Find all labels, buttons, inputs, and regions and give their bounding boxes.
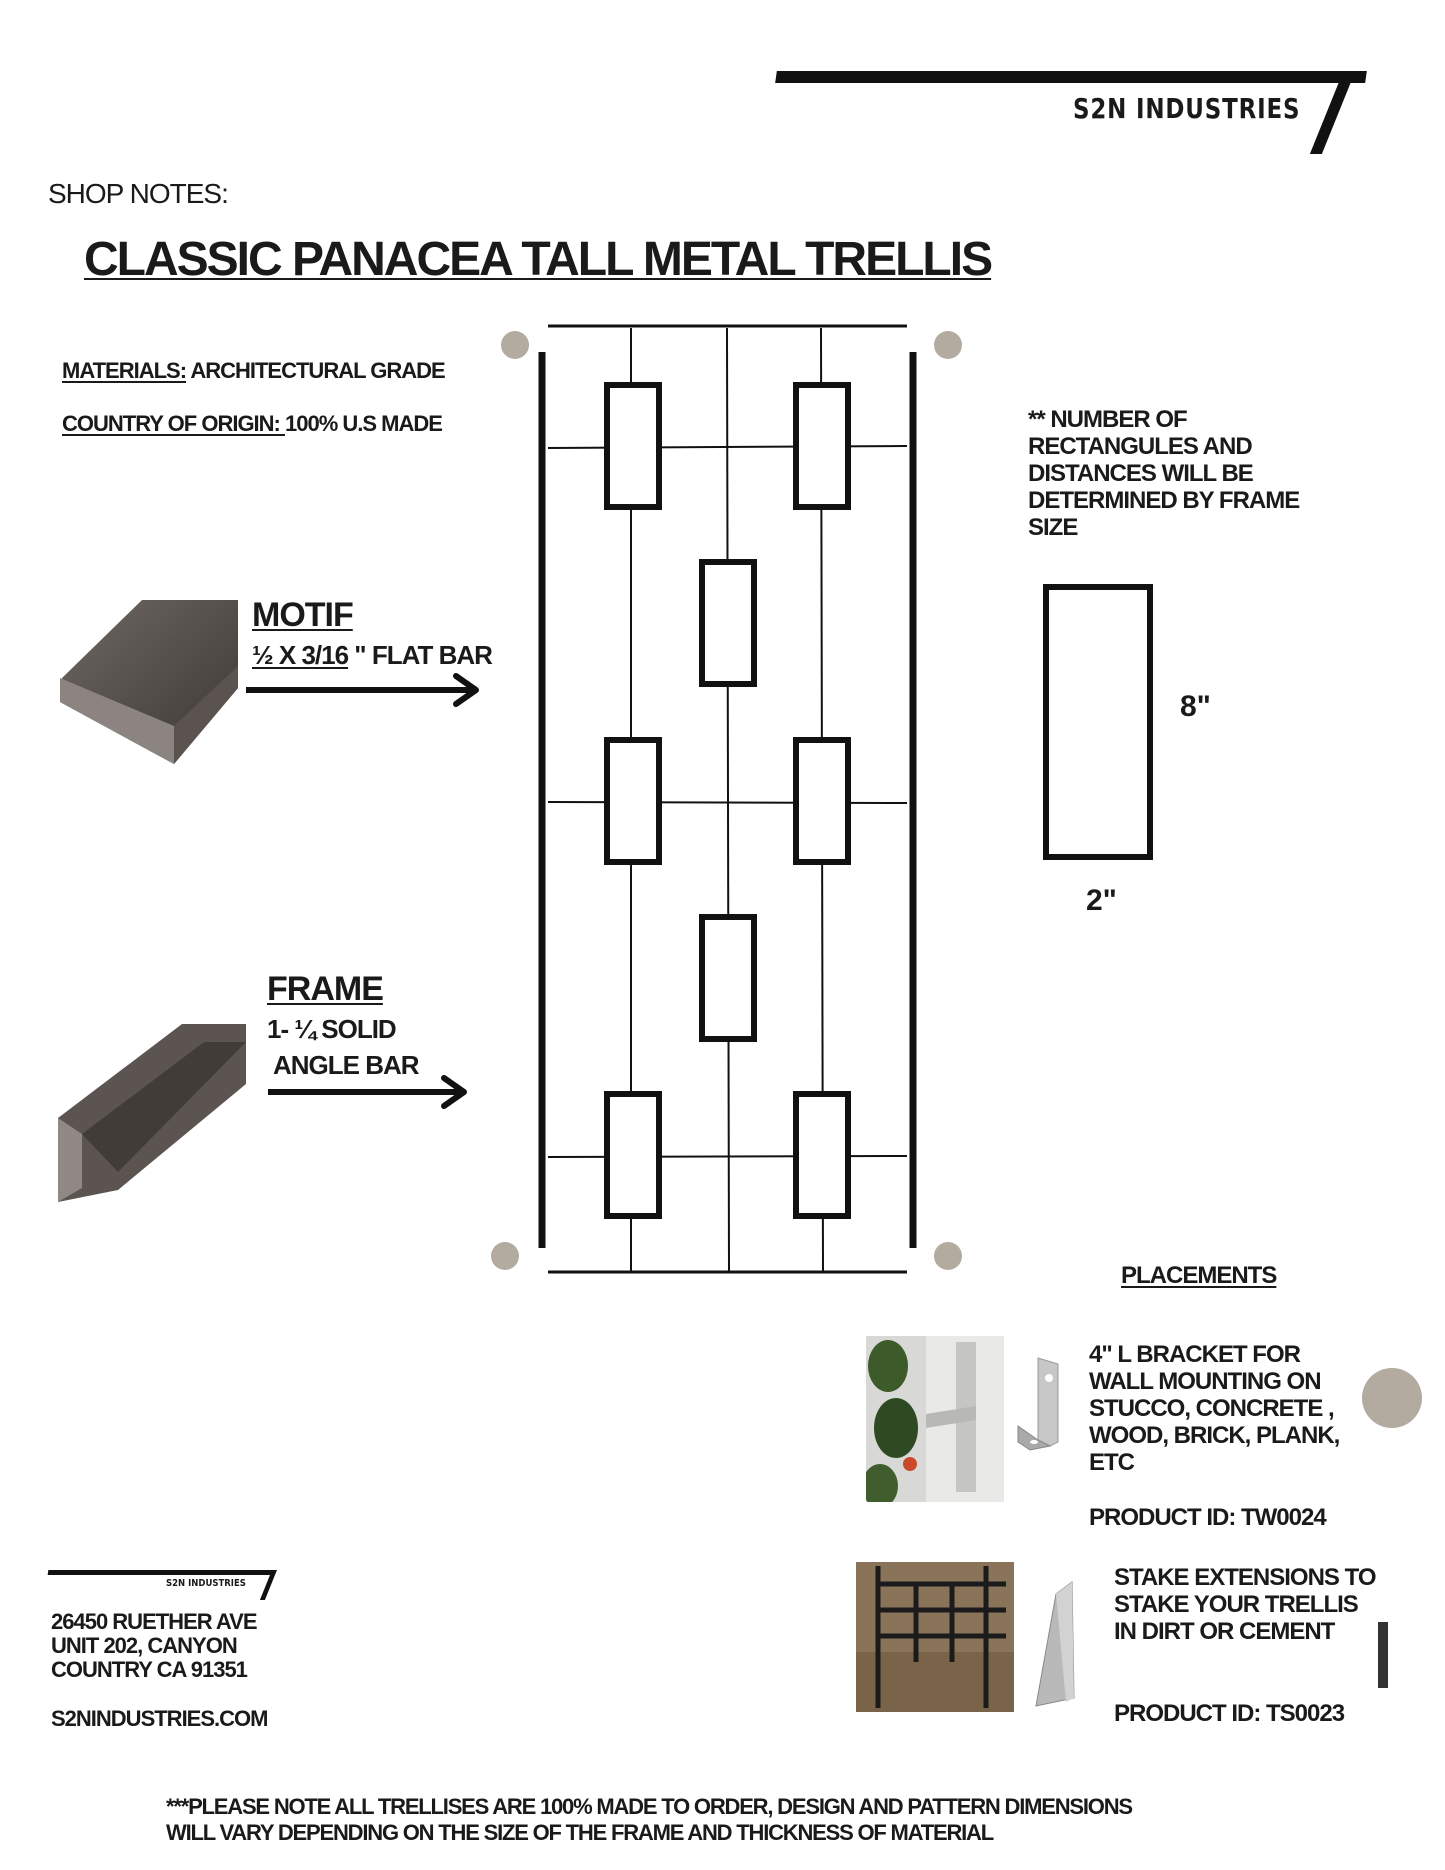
address-line1: 26450 RUETHER AVE: [51, 1609, 257, 1634]
disclaimer-line2: WILL VARY DEPENDING ON THE SIZE OF THE FRAME AND THICKNESS OF MATERIAL: [166, 1820, 993, 1845]
brand-bar: [775, 71, 1367, 83]
motif-spec-type: " FLAT BAR: [348, 640, 492, 670]
company-address: [51, 1610, 291, 1682]
materials-line: [62, 358, 445, 384]
corner-dot: [934, 1242, 962, 1270]
motif-arrow-icon: [244, 670, 484, 710]
bracket-photo: [866, 1336, 1004, 1502]
disclaimer: [166, 1794, 1316, 1846]
frame-spec-line2: ANGLE BAR: [273, 1050, 419, 1080]
l-bracket-image: [1016, 1356, 1066, 1452]
frame-label: FRAME: [267, 970, 383, 1008]
origin-label: COUNTRY OF ORIGIN:: [62, 411, 285, 436]
bracket-description: 4" L BRACKET FOR WALL MOUNTING ON STUCCO, CONCRETE , WOOD, BRICK, PLANK, ETC: [1089, 1341, 1340, 1476]
address-line3: COUNTRY CA 91351: [51, 1657, 247, 1682]
frame-size-note: ** NUMBER OF RECTANGULES AND DISTANCES WILL BE DETERMINED BY FRAME SIZE: [1028, 406, 1300, 541]
corner-dot: [491, 1242, 519, 1270]
trellis-diagram: [490, 318, 960, 1288]
page-title: CLASSIC PANACEA TALL METAL TRELLIS: [84, 233, 992, 286]
accent-dot: [1362, 1368, 1422, 1428]
width-dimension: 2": [1086, 884, 1117, 917]
origin-line: [62, 411, 442, 437]
placements-heading: PLACEMENTS: [1121, 1262, 1277, 1289]
footer-brand-name: S2N INDUSTRIES: [166, 1578, 246, 1589]
frame-spec-line1: 1- ¼ SOLID: [267, 1014, 396, 1044]
motif-label: MOTIF: [252, 596, 353, 634]
stake-photo: [856, 1562, 1014, 1712]
rectangle-sample: [1043, 584, 1153, 860]
frame-arrow-icon: [266, 1072, 476, 1112]
motif-spec-size: ½ X 3/16: [252, 640, 349, 670]
motif-spec: [252, 640, 492, 671]
website-link[interactable]: S2NINDUSTRIES.COM: [51, 1706, 268, 1731]
corner-dot: [934, 331, 962, 359]
flat-bar-image: [50, 598, 240, 768]
materials-value: ARCHITECTURAL GRADE: [186, 358, 445, 383]
corner-dot: [501, 331, 529, 359]
disclaimer-line1: ***PLEASE NOTE ALL TRELLISES ARE 100% MADE TO ORDER, DESIGN AND PATTERN DIMENSIONS: [166, 1794, 1132, 1819]
angle-bar-image: [52, 1022, 248, 1206]
address-line2: UNIT 202, CANYON: [51, 1633, 237, 1658]
post-marker: [1378, 1622, 1388, 1688]
stake-description: STAKE EXTENSIONS TO STAKE YOUR TRELLIS IN DIRT OR CEMENT: [1114, 1564, 1376, 1645]
materials-label: MATERIALS:: [62, 358, 187, 383]
stake-extension-image: [1032, 1580, 1080, 1710]
brand-slash: [1310, 72, 1355, 154]
origin-value: 100% U.S MADE: [285, 411, 442, 436]
footer-brand-bar: [48, 1570, 275, 1575]
brand-name: S2N INDUSTRIES: [1073, 92, 1301, 125]
shop-notes-label: SHOP NOTES:: [48, 178, 228, 209]
bracket-product-id: PRODUCT ID: TW0024: [1089, 1504, 1326, 1531]
stake-product-id: PRODUCT ID: TS0023: [1114, 1700, 1345, 1727]
height-dimension: 8": [1180, 690, 1211, 723]
